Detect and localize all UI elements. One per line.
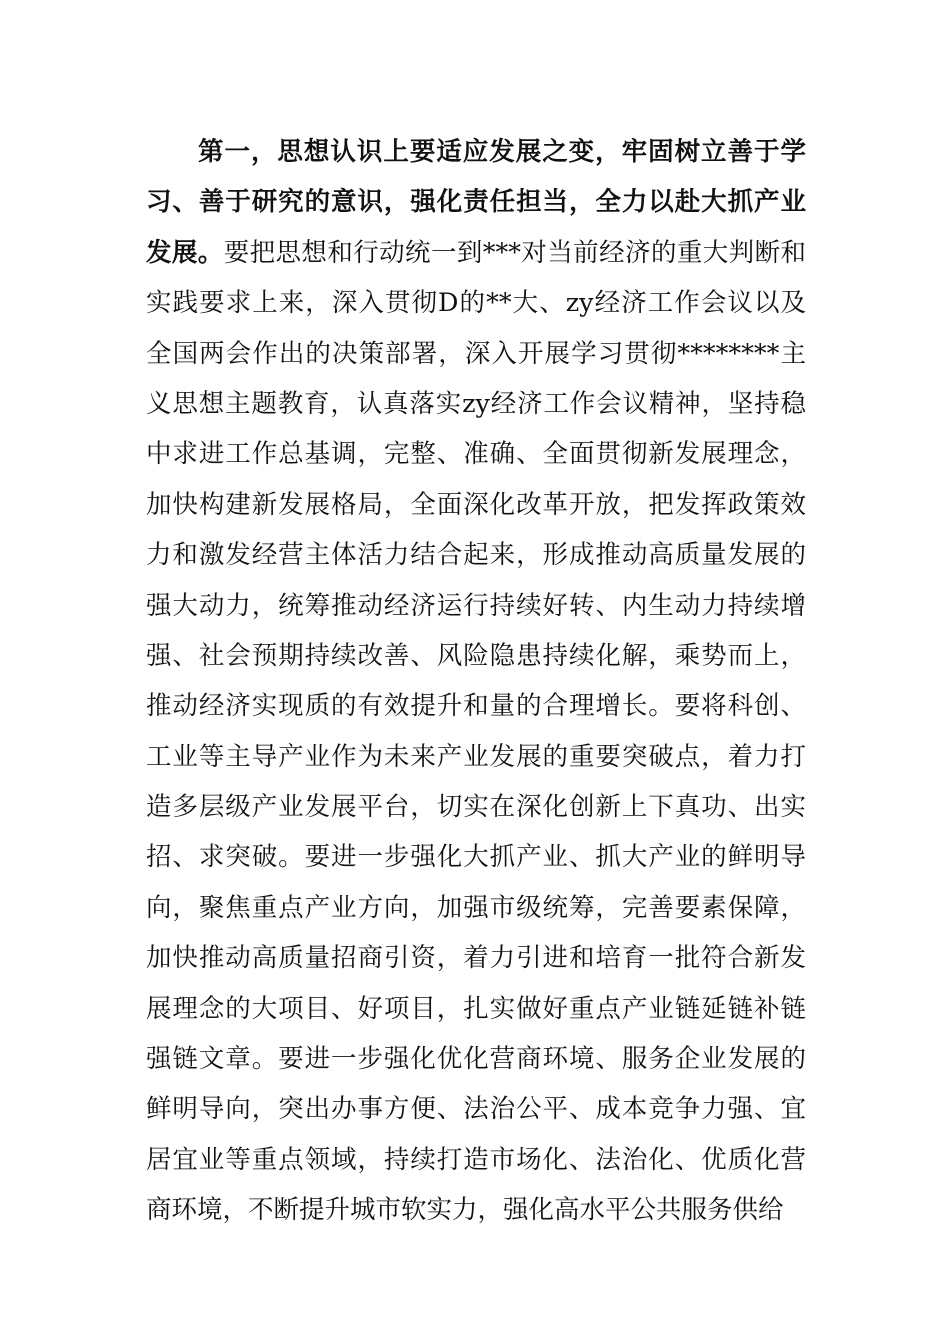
- paragraph-line: [146, 329, 806, 379]
- paragraph-line: [146, 732, 806, 782]
- body-text: 工业等主导产业作为未来产业发展的重要突破点，着力打: [146, 741, 806, 772]
- body-text: 强链文章。要进一步强化优化营商环境、服务企业发展的: [146, 1044, 806, 1075]
- body-text: 加快推动高质量招商引资，着力引进和培育一批符合新发: [146, 943, 806, 974]
- paragraph-line: [146, 228, 806, 278]
- paragraph-line: [146, 782, 806, 832]
- body-text: 加快构建新发展格局，全面深化改革开放，把发挥政策效: [146, 489, 806, 520]
- body-text: 造多层级产业发展平台，切实在深化创新上下真功、出实: [146, 792, 806, 823]
- body-text: 向，聚焦重点产业方向，加强市级统筹，完善要素保障，: [146, 892, 806, 923]
- paragraph-line: [146, 480, 806, 530]
- body-text: 力和激发经营主体活力结合起来，形成推动高质量发展的: [146, 540, 806, 571]
- body-paragraph: [146, 127, 806, 1236]
- paragraph-line: [146, 681, 806, 731]
- bold-heading-text: 第一，思想认识上要适应发展之变，牢固树立善于学: [198, 137, 806, 167]
- body-text: 商环境，不断提升城市软实力，强化高水平公共服务供给: [146, 1195, 784, 1226]
- paragraph-line: [146, 127, 806, 177]
- paragraph-line: [146, 429, 806, 479]
- paragraph-line: [146, 581, 806, 631]
- body-text: 要把思想和行动统一到***对当前经济的重大判断和: [223, 237, 806, 268]
- bold-heading-text: 习、善于研究的意识，强化责任担当，全力以赴大抓产业: [146, 187, 806, 218]
- body-text: 推动经济实现质的有效提升和量的合理增长。要将科创、: [146, 691, 806, 722]
- paragraph-line: [146, 177, 806, 227]
- paragraph-line: [146, 832, 806, 882]
- paragraph-line: [146, 984, 806, 1034]
- body-text: 居宜业等重点领域，持续打造市场化、法治化、优质化营: [146, 1144, 806, 1175]
- paragraph-line: [146, 1034, 806, 1084]
- paragraph-line: [146, 933, 806, 983]
- paragraph-line: [146, 278, 806, 328]
- body-text: 中求进工作总基调，完整、准确、全面贯彻新发展理念，: [146, 439, 806, 470]
- body-text: 展理念的大项目、好项目，扎实做好重点产业链延链补链: [146, 993, 806, 1024]
- body-text: 鲜明导向，突出办事方便、法治公平、成本竞争力强、宜: [146, 1094, 806, 1125]
- bold-heading-text: 发展。: [146, 237, 224, 268]
- paragraph-line: [146, 1135, 806, 1185]
- body-text: 全国两会作出的决策部署，深入开展学习贯彻********主: [146, 338, 806, 369]
- body-text: 义思想主题教育，认真落实zy经济工作会议精神，坚持稳: [146, 388, 806, 419]
- body-text: 强大动力，统筹推动经济运行持续好转、内生动力持续增: [146, 590, 806, 621]
- body-text: 强、社会预期持续改善、风险隐患持续化解，乘势而上，: [146, 640, 806, 671]
- paragraph-line: [146, 631, 806, 681]
- body-text: 招、求突破。要进一步强化大抓产业、抓大产业的鲜明导: [146, 842, 806, 873]
- paragraph-line: [146, 1084, 806, 1134]
- body-text: 实践要求上来，深入贯彻D的**大、zy经济工作会议以及: [146, 288, 806, 319]
- paragraph-line: [146, 1185, 806, 1235]
- paragraph-line: [146, 530, 806, 580]
- paragraph-line: [146, 883, 806, 933]
- paragraph-line: [146, 379, 806, 429]
